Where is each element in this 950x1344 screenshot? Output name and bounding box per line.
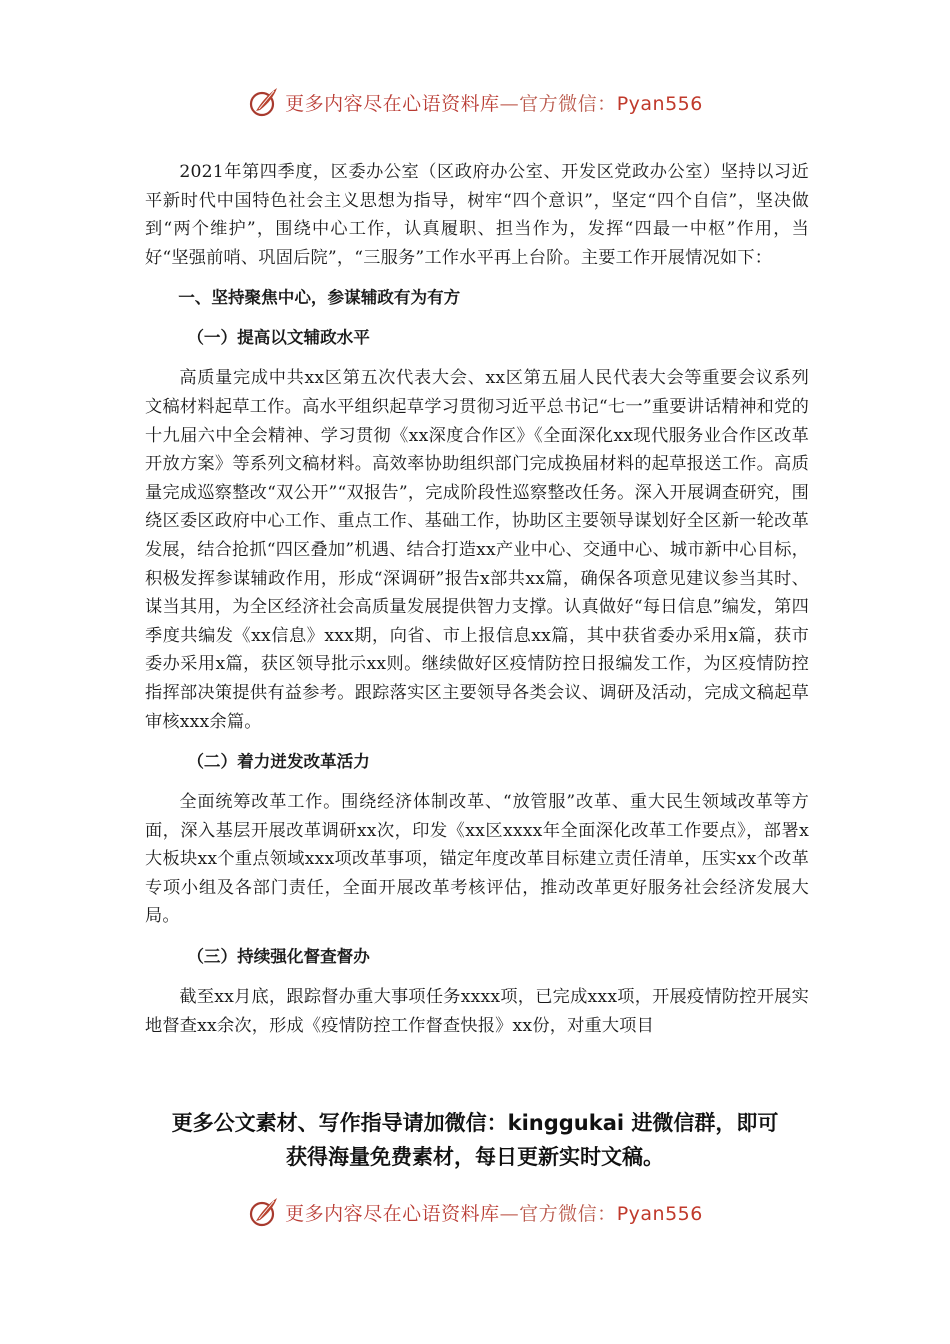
footer-banner	[0, 1192, 950, 1232]
quill-pen-logo-icon	[247, 85, 281, 119]
banner-brand: 更多内容尽在心语资料库	[285, 92, 500, 115]
banner-official-label: 官方微信：	[519, 1202, 617, 1225]
intro-paragraph: 2021年第四季度，区委办公室（区政府办公室、开发区党政办公室）坚持以习近平新时代中国特色社会主义思想为指导，树牢“四个意识”，坚定“四个自信”，坚决做到“两个维护”，围绕中心工作，认真履职、担当作为，发挥“四最一中枢”作用，当好“坚强前哨、巩固后院”，“三服务”工作水平再上台阶。主要工作开展情况如下：	[145, 162, 809, 268]
banner-dash: —	[499, 92, 520, 115]
header-banner	[0, 82, 950, 122]
subsection-heading-1: （一）提高以文辅政水平	[187, 328, 370, 348]
subsection-body-3: 截至xx月底，跟踪督办重大事项任务xxxx项，已完成xxx项，开展疫情防控开展实地督查xx余次，形成《疫情防控工作督查快报》xx份，对重大项目	[145, 987, 809, 1036]
banner-text	[285, 89, 703, 116]
banner-wechat-id: Pyan556	[616, 1202, 703, 1225]
banner-dash: —	[499, 1202, 520, 1225]
subsection-body-2: 全面统筹改革工作。围绕经济体制改革、“放管服”改革、重大民生领域改革等方面，深入基层开展改革调研xx次，印发《xx区xxxx年全面深化改革工作要点》，部署x大板块xx个重点领域xxx项改革事项，锚定年度改革目标建立责任清单，压实xx个改革专项小组及各部门责任，全面开展改革考核评估，推动改革更好服务社会经济发展大局。	[145, 792, 809, 927]
section-heading-1: 一、坚持聚焦中心，参谋辅政有为有方	[178, 288, 461, 308]
promo-line-1: 更多公文素材、写作指导请加微信：kinggukai 进微信群，即可	[171, 1111, 779, 1135]
subsection-heading-2: （二）着力迸发改革活力	[187, 752, 370, 772]
banner-official-label: 官方微信：	[519, 92, 617, 115]
banner-wechat-id: Pyan556	[616, 92, 703, 115]
subsection-heading-3: （三）持续强化督查督办	[187, 947, 370, 967]
banner-brand: 更多内容尽在心语资料库	[285, 1202, 500, 1225]
document-body	[145, 158, 809, 1040]
subsection-body-1: 高质量完成中共xx区第五次代表大会、xx区第五届人民代表大会等重要会议系列文稿材料起草工作。高水平组织起草学习贯彻习近平总书记“七一”重要讲话精神和党的十九届六中全会精神、学习贯彻《xx深度合作区》《全面深化xx现代服务业合作区改革开放方案》等系列文稿材料。高效率协助组织部门完成换届材料的起草报送工作。高质量完成巡察整改“双公开”“双报告”，完成阶段性巡察整改任务。深入开展调查研究，围绕区委区政府中心工作、重点工作、基础工作，协助区主要领导谋划好全区新一轮改革发展，结合抢抓“四区叠加”机遇、结合打造xx产业中心、交通中心、城市新中心目标，积极发挥参谋辅政作用，形成“深调研”报告x部共xx篇，确保各项意见建议参当其时、谋当其用，为全区经济社会高质量发展提供智力支撑。认真做好“每日信息”编发，第四季度共编发《xx信息》xxx期，向省、市上报信息xx篇，其中获省委办采用x篇，获市委办采用x篇，获区领导批示xx则。继续做好区疫情防控日报编发工作，为区疫情防控指挥部决策提供有益参考。跟踪落实区主要领导各类会议、调研及活动，完成文稿起草审核xxx余篇。	[145, 368, 809, 732]
promo-line-2: 获得海量免费素材，每日更新实时文稿。	[286, 1145, 664, 1169]
banner-text	[285, 1199, 703, 1226]
promo-notice	[0, 1106, 950, 1174]
quill-pen-logo-icon	[247, 1195, 281, 1229]
